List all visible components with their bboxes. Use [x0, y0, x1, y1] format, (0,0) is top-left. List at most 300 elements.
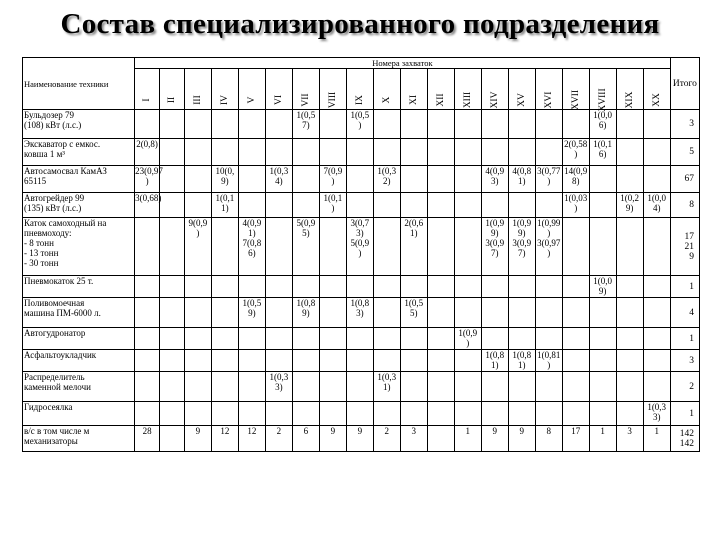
table-cell: [562, 402, 589, 426]
column-number-header: [481, 69, 508, 110]
table-cell: [589, 402, 616, 426]
equipment-name: Автогрейдер 99 (135) кВт (л.с.): [23, 193, 135, 218]
table-cell: [508, 402, 535, 426]
table-cell: [160, 350, 185, 372]
table-cell: [211, 276, 238, 298]
table-cell: 17: [562, 426, 589, 452]
equipment-name: Бульдозер 79 (108) кВт (л.с.): [23, 110, 135, 139]
table-row: [23, 139, 700, 166]
table-cell: 1(0,1 ): [319, 193, 346, 218]
table-cell: [562, 276, 589, 298]
table-cell: [643, 298, 670, 328]
table-cell: 1(0,81 ): [537, 350, 561, 370]
table-cell: [135, 110, 160, 139]
table-cell: [373, 350, 400, 372]
table-cell: [160, 328, 185, 350]
table-cell: 9(0,9 ): [184, 218, 211, 276]
table-cell: [454, 276, 481, 298]
column-number-label: XII: [435, 93, 446, 107]
column-number-header: [292, 69, 319, 110]
table-cell: [265, 298, 292, 328]
column-number-label: X: [381, 96, 392, 104]
table-cell: [319, 350, 346, 372]
table-cell: 10(0, 9): [211, 166, 238, 193]
table-cell: [454, 402, 481, 426]
table-cell: [562, 218, 589, 276]
table-cell: 1(0,8 1): [508, 350, 535, 372]
column-number-header: [589, 69, 616, 110]
column-number-header: [135, 69, 160, 110]
table-cell: [643, 328, 670, 350]
table-cell: [135, 328, 160, 350]
table-cell: [643, 372, 670, 402]
table-cell: [616, 139, 643, 166]
table-cell: 3(0,68): [135, 193, 160, 218]
column-number-label: XVI: [543, 91, 554, 109]
table-cell: [589, 328, 616, 350]
table-cell: 1(0,9 9) 3(0,9 7): [508, 218, 535, 276]
table-cell: [184, 372, 211, 402]
table-cell: [135, 276, 160, 298]
table-cell: [643, 218, 670, 276]
row-total: 2: [670, 372, 699, 402]
column-number-header: [373, 69, 400, 110]
table-cell: [211, 402, 238, 426]
column-number-header: [508, 69, 535, 110]
table-cell: [400, 350, 427, 372]
table-cell: [265, 276, 292, 298]
table-cell: [481, 276, 508, 298]
column-number-header: [562, 69, 589, 110]
table-cell: [238, 110, 265, 139]
table-cell: [400, 193, 427, 218]
table-cell: 4(0,8 1): [508, 166, 535, 193]
table-cell: [562, 350, 589, 372]
equipment-name: Экскаватор с емкос. ковша 1 м³: [23, 139, 135, 166]
table-cell: 1(0,8 1): [481, 350, 508, 372]
column-number-header: [160, 69, 185, 110]
table-cell: [319, 139, 346, 166]
column-number-header: [319, 69, 346, 110]
table-cell: [589, 218, 616, 276]
table-cell: [643, 350, 670, 372]
table-cell: [160, 426, 185, 452]
row-total: 1: [670, 402, 699, 426]
table-cell: 9: [508, 426, 535, 452]
table-cell: [160, 372, 185, 402]
table-cell: [319, 276, 346, 298]
table-cell: [427, 193, 454, 218]
column-number-label: XVIII: [597, 88, 608, 112]
column-number-header: [346, 69, 373, 110]
table-cell: [160, 110, 185, 139]
table-cell: [616, 350, 643, 372]
table-cell: [562, 110, 589, 139]
equipment-name: Распределитель каменной мелочи: [23, 372, 135, 402]
table-cell: 1(0,5 7): [292, 110, 319, 139]
column-number-label: IV: [219, 94, 230, 106]
table-cell: 3: [616, 426, 643, 452]
table-cell: [535, 328, 562, 350]
table-cell: [481, 298, 508, 328]
table-cell: [211, 218, 238, 276]
table-cell: [616, 110, 643, 139]
table-cell: [481, 193, 508, 218]
table-cell: [373, 193, 400, 218]
table-cell: [535, 276, 562, 298]
table-cell: 4(0,9 3): [481, 166, 508, 193]
table-cell: [481, 402, 508, 426]
table-cell: 1(0,5 5): [400, 298, 427, 328]
table-cell: 7(0,9 ): [319, 166, 346, 193]
table-cell: [346, 276, 373, 298]
table-cell: [535, 110, 562, 139]
table-cell: 1(0,0 4): [643, 193, 670, 218]
row-total: 5: [670, 139, 699, 166]
table-cell: [346, 166, 373, 193]
column-number-label: VII: [300, 93, 311, 107]
row-total: 142 142: [670, 426, 699, 452]
table-cell: 9: [184, 426, 211, 452]
table-cell: [135, 372, 160, 402]
column-number-header: [265, 69, 292, 110]
table-cell: [319, 402, 346, 426]
table-cell: [589, 298, 616, 328]
table-cell: [292, 139, 319, 166]
column-number-header: [454, 69, 481, 110]
column-number-label: XVII: [570, 89, 581, 111]
table-cell: [292, 372, 319, 402]
table-cell: [238, 372, 265, 402]
table-row: [23, 166, 700, 193]
table-cell: [238, 328, 265, 350]
table-row: [23, 193, 700, 218]
column-number-label: XX: [651, 93, 662, 107]
table-cell: [454, 350, 481, 372]
table-row: [23, 218, 700, 276]
table-cell: [160, 276, 185, 298]
table-cell: [265, 193, 292, 218]
table-cell: [265, 328, 292, 350]
table-cell: 6: [292, 426, 319, 452]
table-cell: 1(0,9 ): [454, 328, 481, 350]
table-cell: [616, 402, 643, 426]
table-cell: 2(0,6 1): [400, 218, 427, 276]
table-cell: [211, 110, 238, 139]
column-number-header: [211, 69, 238, 110]
column-number-header: [400, 69, 427, 110]
table-cell: 12: [238, 426, 265, 452]
table-cell: [184, 350, 211, 372]
table-row: [23, 426, 700, 452]
table-cell: [508, 139, 535, 166]
table-cell: [535, 298, 562, 328]
table-cell: [184, 276, 211, 298]
table-cell: [427, 402, 454, 426]
table-cell: 12: [211, 426, 238, 452]
table-cell: [427, 372, 454, 402]
equipment-name: Пневмокаток 25 т.: [23, 276, 135, 298]
table-cell: 1(0,0 9): [589, 276, 616, 298]
table-cell: [135, 402, 160, 426]
table-cell: 1(0,8 3): [346, 298, 373, 328]
table-cell: 1(0,3 1): [373, 372, 400, 402]
table-cell: [373, 276, 400, 298]
table-cell: [373, 402, 400, 426]
header-group-label: Номера захваток: [135, 58, 671, 69]
table-cell: [427, 110, 454, 139]
table-cell: [319, 328, 346, 350]
row-total: 67: [670, 166, 699, 193]
table-cell: 1(0,99 ) 3(0,97 ): [535, 218, 562, 276]
table-cell: 2(0,8): [135, 139, 160, 166]
column-number-label: III: [192, 95, 203, 105]
table-cell: [616, 166, 643, 193]
table-row: [23, 276, 700, 298]
table-cell: [643, 139, 670, 166]
table-cell: [400, 139, 427, 166]
table-cell: [535, 372, 562, 402]
table-cell: [400, 110, 427, 139]
column-number-label: I: [142, 98, 153, 102]
table-cell: [292, 328, 319, 350]
table-cell: [427, 350, 454, 372]
table-cell: [589, 350, 616, 372]
table-cell: [135, 298, 160, 328]
table-cell: [160, 193, 185, 218]
table-cell: [616, 276, 643, 298]
table-cell: [211, 298, 238, 328]
table-cell: [373, 218, 400, 276]
table-cell: 9: [346, 426, 373, 452]
table-cell: [454, 166, 481, 193]
row-total: 4: [670, 298, 699, 328]
row-total: 1: [670, 276, 699, 298]
table-cell: 3: [400, 426, 427, 452]
table-cell: [160, 218, 185, 276]
table-cell: [454, 298, 481, 328]
table-cell: [508, 110, 535, 139]
table-cell: [616, 218, 643, 276]
equipment-name: Гидросеялка: [23, 402, 135, 426]
table-cell: [265, 402, 292, 426]
table-cell: [589, 193, 616, 218]
row-total: 3: [670, 350, 699, 372]
table-cell: [508, 193, 535, 218]
table-row: [23, 298, 700, 328]
table-cell: [184, 193, 211, 218]
table-cell: 1(0,3 3): [643, 402, 670, 426]
table-cell: [265, 139, 292, 166]
table-cell: [427, 426, 454, 452]
table-cell: [589, 372, 616, 402]
table-cell: [346, 402, 373, 426]
table-cell: [535, 193, 562, 218]
table-cell: [319, 372, 346, 402]
equipment-name: Автосамосвал КамАЗ 65115: [23, 166, 135, 193]
table-cell: 1(0,0 6): [589, 110, 616, 139]
table-cell: 1(0,3 3): [265, 372, 292, 402]
table-cell: [160, 298, 185, 328]
table-cell: [184, 139, 211, 166]
table-body: [23, 110, 700, 452]
table-cell: [346, 372, 373, 402]
table-cell: [238, 139, 265, 166]
table-cell: [427, 298, 454, 328]
table-cell: [400, 276, 427, 298]
table-cell: [238, 166, 265, 193]
table-cell: [292, 350, 319, 372]
column-number-header: [238, 69, 265, 110]
table-cell: [135, 350, 160, 372]
table-cell: [292, 193, 319, 218]
column-number-header: [184, 69, 211, 110]
table-cell: [616, 298, 643, 328]
row-total: 17 21 9: [670, 218, 699, 276]
table-cell: [508, 276, 535, 298]
table-cell: [265, 218, 292, 276]
table-cell: [184, 166, 211, 193]
table-cell: [292, 166, 319, 193]
column-number-label: II: [166, 96, 177, 104]
table-cell: [535, 139, 562, 166]
table-cell: [373, 328, 400, 350]
table-cell: 2: [265, 426, 292, 452]
name-column-header: Наименование техники: [23, 58, 135, 110]
header-group-row: [23, 58, 700, 69]
table-cell: [292, 402, 319, 426]
table-cell: 1(0,3 4): [265, 166, 292, 193]
table-row: [23, 350, 700, 372]
column-number-label: VIII: [327, 91, 338, 109]
table-cell: 23(0,97 ): [135, 166, 160, 193]
table-cell: 2: [373, 426, 400, 452]
column-number-label: XV: [516, 93, 527, 107]
table-cell: [319, 298, 346, 328]
table-cell: [160, 402, 185, 426]
table-cell: [454, 139, 481, 166]
table-cell: [562, 298, 589, 328]
table-cell: [481, 110, 508, 139]
table-cell: 28: [135, 426, 160, 452]
table-cell: 1(0,5 9): [238, 298, 265, 328]
table-cell: 1(0,9 9) 3(0,9 7): [481, 218, 508, 276]
table-cell: [589, 166, 616, 193]
table-cell: 9: [319, 426, 346, 452]
column-number-header: [535, 69, 562, 110]
table-cell: [184, 402, 211, 426]
table-cell: [238, 193, 265, 218]
table-cell: 8: [535, 426, 562, 452]
equipment-name: Каток самоходный на пневмоходу: - 8 тонн - 13 тонн - 30 тонн: [23, 218, 135, 276]
table-cell: 1(0,8 9): [292, 298, 319, 328]
table-cell: 3(0,7 3) 5(0,9 ): [346, 218, 373, 276]
table-cell: 1: [454, 426, 481, 452]
table-cell: 1: [589, 426, 616, 452]
table-cell: 1(0,03 ): [562, 193, 589, 218]
column-number-label: XIII: [462, 91, 473, 109]
table-cell: [373, 139, 400, 166]
table-cell: [346, 193, 373, 218]
table-cell: [616, 372, 643, 402]
table-cell: [211, 139, 238, 166]
table-cell: [508, 328, 535, 350]
table-cell: [160, 166, 185, 193]
column-number-header: [616, 69, 643, 110]
table-cell: [160, 139, 185, 166]
table-cell: [427, 328, 454, 350]
table-cell: [346, 350, 373, 372]
table-cell: [481, 372, 508, 402]
page-title: Состав специализированного подразделения: [60, 8, 660, 40]
table-cell: [643, 276, 670, 298]
table-cell: 1(0,3 2): [373, 166, 400, 193]
column-number-header: [427, 69, 454, 110]
table-cell: 9: [481, 426, 508, 452]
table-cell: [211, 372, 238, 402]
table-row: [23, 328, 700, 350]
table-cell: 1: [643, 426, 670, 452]
column-number-label: XIX: [624, 91, 635, 109]
table-cell: [535, 402, 562, 426]
table-cell: [184, 298, 211, 328]
table-cell: [454, 110, 481, 139]
table-cell: [562, 328, 589, 350]
table-cell: [508, 372, 535, 402]
table-row: [23, 110, 700, 139]
table-cell: 2(0,58 ): [562, 139, 589, 166]
table-cell: [454, 193, 481, 218]
table-cell: [427, 218, 454, 276]
table-cell: 14(0,9 8): [562, 166, 589, 193]
table-cell: 1(0,5 ): [346, 110, 373, 139]
column-number-label: V: [246, 96, 257, 104]
table-cell: 1(0,2 9): [616, 193, 643, 218]
table-cell: 4(0,9 1) 7(0,8 6): [238, 218, 265, 276]
row-total: 1: [670, 328, 699, 350]
table-cell: [616, 328, 643, 350]
table-cell: 1(0,1 1): [211, 193, 238, 218]
column-number-header: [643, 69, 670, 110]
table-cell: [481, 328, 508, 350]
equipment-name: Автогудронатор: [23, 328, 135, 350]
table-cell: [238, 402, 265, 426]
table-cell: [454, 218, 481, 276]
table-cell: [346, 139, 373, 166]
table-cell: [373, 110, 400, 139]
equipment-name: Асфальтоукладчик: [23, 350, 135, 372]
column-number-label: XI: [408, 94, 419, 106]
table-cell: [265, 350, 292, 372]
table-cell: [427, 276, 454, 298]
table-cell: [184, 110, 211, 139]
table-cell: [400, 166, 427, 193]
row-total: 8: [670, 193, 699, 218]
table-cell: [238, 276, 265, 298]
equipment-name: Поливомоечная машина ПМ-6000 л.: [23, 298, 135, 328]
equipment-name: в/с в том числе м механизаторы: [23, 426, 135, 452]
table-cell: [211, 350, 238, 372]
table-cell: [319, 218, 346, 276]
table-cell: [508, 298, 535, 328]
table-cell: [319, 110, 346, 139]
table-cell: 1(0,1 6): [589, 139, 616, 166]
table-cell: [427, 139, 454, 166]
total-column-header: Итого: [670, 58, 699, 110]
table-row: [23, 402, 700, 426]
table-cell: [184, 328, 211, 350]
table-cell: [211, 328, 238, 350]
